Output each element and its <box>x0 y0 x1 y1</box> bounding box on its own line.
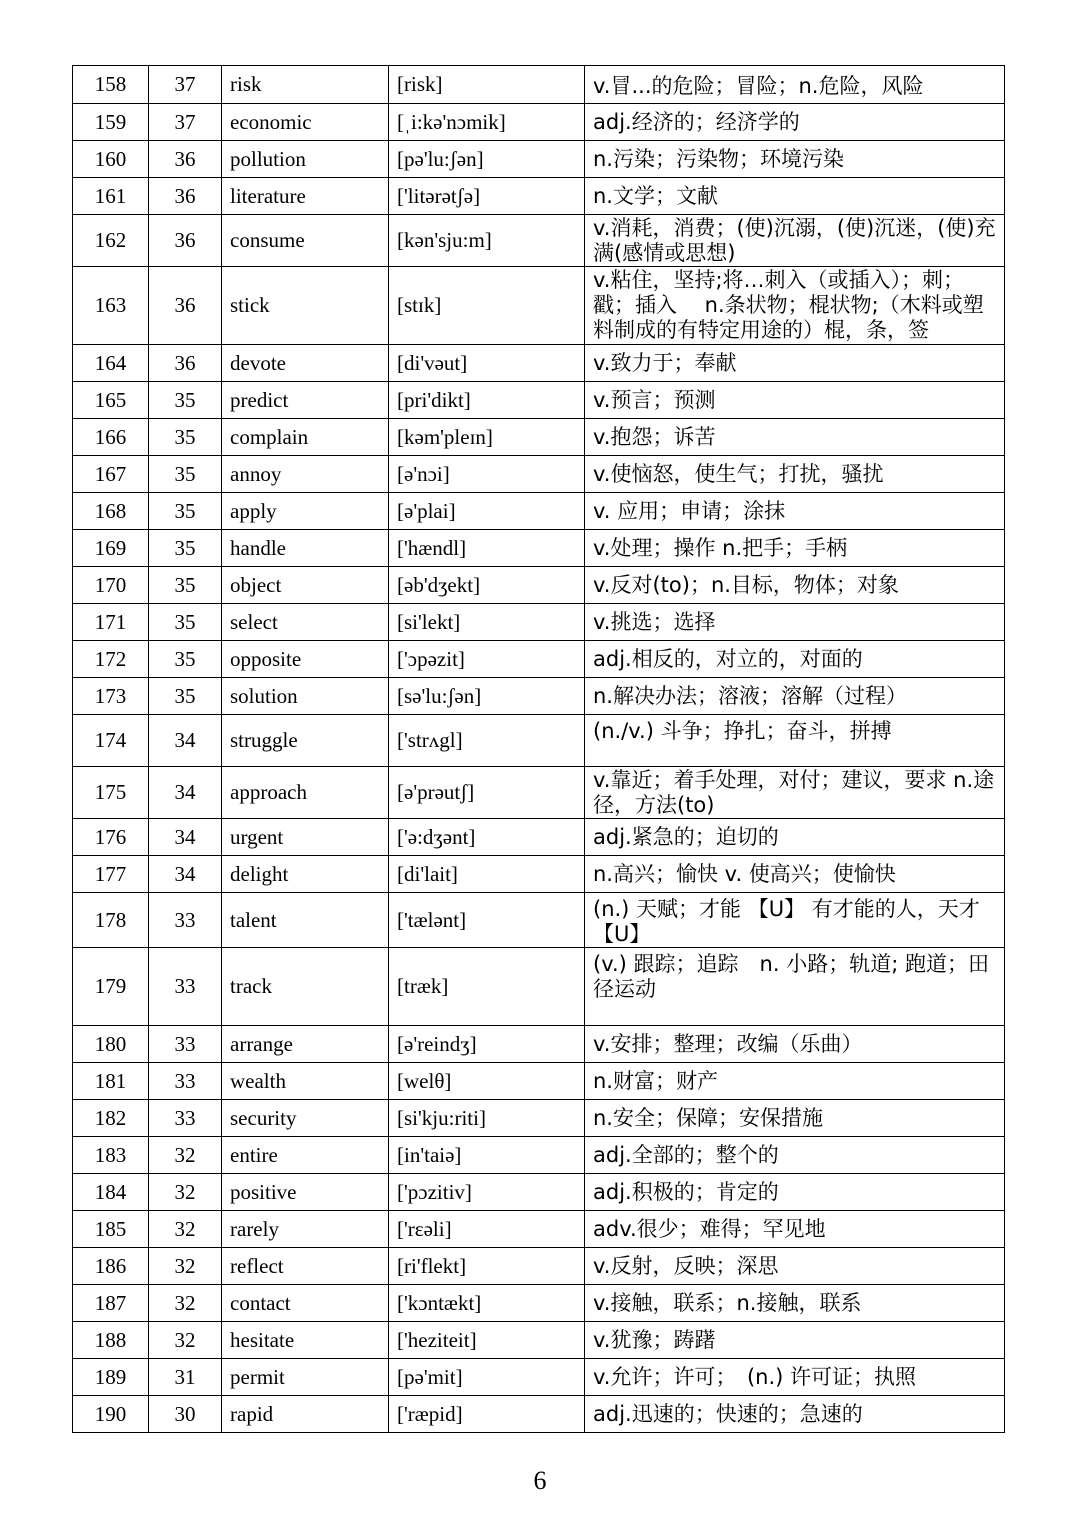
row-number: 168 <box>73 493 149 530</box>
row-number: 184 <box>73 1174 149 1211</box>
table-row <box>73 715 1005 767</box>
frequency-cell: 35 <box>149 641 222 678</box>
table-row <box>73 493 1005 530</box>
word-cell: track <box>222 948 389 1026</box>
table-row <box>73 1396 1005 1433</box>
table-row <box>73 767 1005 819</box>
word-cell: permit <box>222 1359 389 1396</box>
row-number: 179 <box>73 948 149 1026</box>
frequency-cell: 36 <box>149 178 222 215</box>
row-number: 159 <box>73 104 149 141</box>
frequency-cell: 36 <box>149 215 222 267</box>
row-number: 167 <box>73 456 149 493</box>
word-cell: opposite <box>222 641 389 678</box>
table-row <box>73 604 1005 641</box>
frequency-cell: 33 <box>149 948 222 1026</box>
frequency-cell: 37 <box>149 66 222 104</box>
word-cell: predict <box>222 382 389 419</box>
frequency-cell: 34 <box>149 767 222 819</box>
meaning-cell: adj.迅速的；快速的；急速的 <box>585 1396 1005 1433</box>
word-cell: security <box>222 1100 389 1137</box>
row-number: 185 <box>73 1211 149 1248</box>
row-number: 183 <box>73 1137 149 1174</box>
table-row <box>73 678 1005 715</box>
phonetic-cell: ['pɔzitiv] <box>389 1174 585 1211</box>
row-number: 174 <box>73 715 149 767</box>
meaning-cell: adv.很少；难得；罕见地 <box>585 1211 1005 1248</box>
table-row <box>73 856 1005 893</box>
phonetic-cell: ['kɔntækt] <box>389 1285 585 1322</box>
page-number: 6 <box>533 1466 547 1495</box>
frequency-cell: 35 <box>149 419 222 456</box>
table-row <box>73 819 1005 856</box>
table-row <box>73 215 1005 267</box>
meaning-cell: v.处理；操作 n.把手；手柄 <box>585 530 1005 567</box>
row-number: 169 <box>73 530 149 567</box>
word-cell: literature <box>222 178 389 215</box>
frequency-cell: 36 <box>149 267 222 345</box>
word-cell: delight <box>222 856 389 893</box>
word-cell: struggle <box>222 715 389 767</box>
table-row <box>73 1211 1005 1248</box>
frequency-cell: 33 <box>149 893 222 948</box>
phonetic-cell: [si'kju:riti] <box>389 1100 585 1137</box>
word-cell: object <box>222 567 389 604</box>
meaning-cell: v.靠近；着手处理，对付；建议，要求 n.途径，方法(to) <box>585 767 1005 819</box>
phonetic-cell: [træk] <box>389 948 585 1026</box>
meaning-cell: adj.积极的；肯定的 <box>585 1174 1005 1211</box>
phonetic-cell: [pə'lu:ʃən] <box>389 141 585 178</box>
phonetic-cell: [ə'plai] <box>389 493 585 530</box>
frequency-cell: 32 <box>149 1322 222 1359</box>
word-cell: contact <box>222 1285 389 1322</box>
meaning-cell: n.高兴；愉快 v. 使高兴；使愉快 <box>585 856 1005 893</box>
meaning-cell: (n./v.) 斗争；挣扎；奋斗，拼搏 <box>585 715 1005 767</box>
frequency-cell: 34 <box>149 715 222 767</box>
phonetic-cell: [di'lait] <box>389 856 585 893</box>
row-number: 182 <box>73 1100 149 1137</box>
table-row <box>73 104 1005 141</box>
phonetic-cell: [sə'lu:ʃən] <box>389 678 585 715</box>
meaning-cell: adj.经济的；经济学的 <box>585 104 1005 141</box>
meaning-cell: n.财富；财产 <box>585 1063 1005 1100</box>
phonetic-cell: [pri'dikt] <box>389 382 585 419</box>
phonetic-cell: ['hændl] <box>389 530 585 567</box>
frequency-cell: 33 <box>149 1026 222 1063</box>
meaning-cell: v.犹豫；踌躇 <box>585 1322 1005 1359</box>
frequency-cell: 36 <box>149 345 222 382</box>
word-cell: rapid <box>222 1396 389 1433</box>
frequency-cell: 33 <box>149 1063 222 1100</box>
frequency-cell: 31 <box>149 1359 222 1396</box>
phonetic-cell: [di'vəut] <box>389 345 585 382</box>
row-number: 188 <box>73 1322 149 1359</box>
word-cell: hesitate <box>222 1322 389 1359</box>
phonetic-cell: ['ɔpəzit] <box>389 641 585 678</box>
meaning-cell: v.反射，反映；深思 <box>585 1248 1005 1285</box>
table-row <box>73 530 1005 567</box>
row-number: 173 <box>73 678 149 715</box>
vocabulary-table <box>72 65 1005 1433</box>
phonetic-cell: [kəm'pleɪn] <box>389 419 585 456</box>
table-row <box>73 567 1005 604</box>
row-number: 180 <box>73 1026 149 1063</box>
row-number: 161 <box>73 178 149 215</box>
word-cell: complain <box>222 419 389 456</box>
phonetic-cell: [pə'mit] <box>389 1359 585 1396</box>
meaning-cell: v. 应用；申请；涂抹 <box>585 493 1005 530</box>
row-number: 176 <box>73 819 149 856</box>
meaning-cell: v.致力于；奉献 <box>585 345 1005 382</box>
meaning-cell: n.安全；保障；安保措施 <box>585 1100 1005 1137</box>
row-number: 163 <box>73 267 149 345</box>
meaning-cell: v.允许；许可； (n.) 许可证；执照 <box>585 1359 1005 1396</box>
table-row <box>73 1359 1005 1396</box>
meaning-cell: v.预言；预测 <box>585 382 1005 419</box>
word-cell: solution <box>222 678 389 715</box>
phonetic-cell: [welθ] <box>389 1063 585 1100</box>
row-number: 166 <box>73 419 149 456</box>
frequency-cell: 35 <box>149 678 222 715</box>
word-cell: stick <box>222 267 389 345</box>
word-cell: wealth <box>222 1063 389 1100</box>
word-cell: talent <box>222 893 389 948</box>
frequency-cell: 32 <box>149 1211 222 1248</box>
table-row <box>73 66 1005 104</box>
word-cell: positive <box>222 1174 389 1211</box>
vocabulary-table-body <box>73 66 1005 1433</box>
frequency-cell: 37 <box>149 104 222 141</box>
meaning-cell: (n.) 天赋；才能 【U】 有才能的人，天才【U】 <box>585 893 1005 948</box>
word-cell: entire <box>222 1137 389 1174</box>
frequency-cell: 32 <box>149 1248 222 1285</box>
phonetic-cell: [ə'nɔi] <box>389 456 585 493</box>
row-number: 178 <box>73 893 149 948</box>
table-row <box>73 641 1005 678</box>
row-number: 164 <box>73 345 149 382</box>
meaning-cell: v.消耗，消费；(使)沉溺，(使)沉迷，(使)充满(感情或思想) <box>585 215 1005 267</box>
table-row <box>73 456 1005 493</box>
frequency-cell: 35 <box>149 567 222 604</box>
meaning-cell: v.粘住，坚持;将…刺入（或插入）；刺；戳；插入 n.条状物；棍状物;（木料或塑料制成的有特定用途的）棍，条，签 <box>585 267 1005 345</box>
row-number: 181 <box>73 1063 149 1100</box>
word-cell: reflect <box>222 1248 389 1285</box>
table-row <box>73 1322 1005 1359</box>
phonetic-cell: [stɪk] <box>389 267 585 345</box>
row-number: 172 <box>73 641 149 678</box>
frequency-cell: 35 <box>149 382 222 419</box>
meaning-cell: n.文学；文献 <box>585 178 1005 215</box>
word-cell: economic <box>222 104 389 141</box>
phonetic-cell: [ə'reindʒ] <box>389 1026 585 1063</box>
phonetic-cell: [in'taiə] <box>389 1137 585 1174</box>
word-cell: apply <box>222 493 389 530</box>
table-row <box>73 1248 1005 1285</box>
row-number: 187 <box>73 1285 149 1322</box>
table-row <box>73 1137 1005 1174</box>
row-number: 170 <box>73 567 149 604</box>
table-row <box>73 1174 1005 1211</box>
frequency-cell: 30 <box>149 1396 222 1433</box>
meaning-cell: adj.相反的，对立的，对面的 <box>585 641 1005 678</box>
meaning-cell: v.抱怨；诉苦 <box>585 419 1005 456</box>
frequency-cell: 33 <box>149 1100 222 1137</box>
table-row <box>73 1026 1005 1063</box>
frequency-cell: 32 <box>149 1137 222 1174</box>
row-number: 175 <box>73 767 149 819</box>
phonetic-cell: [kən'sju:m] <box>389 215 585 267</box>
meaning-cell: adj.紧急的；迫切的 <box>585 819 1005 856</box>
word-cell: arrange <box>222 1026 389 1063</box>
meaning-cell: (v.) 跟踪；追踪 n. 小路；轨道; 跑道；田径运动 <box>585 948 1005 1026</box>
table-row <box>73 141 1005 178</box>
frequency-cell: 35 <box>149 604 222 641</box>
word-cell: rarely <box>222 1211 389 1248</box>
table-row <box>73 382 1005 419</box>
table-row <box>73 893 1005 948</box>
row-number: 189 <box>73 1359 149 1396</box>
row-number: 186 <box>73 1248 149 1285</box>
word-cell: annoy <box>222 456 389 493</box>
meaning-cell: v.挑选；选择 <box>585 604 1005 641</box>
meaning-cell: v.接触，联系；n.接触，联系 <box>585 1285 1005 1322</box>
word-cell: select <box>222 604 389 641</box>
phonetic-cell: ['ə:dʒənt] <box>389 819 585 856</box>
row-number: 158 <box>73 66 149 104</box>
row-number: 177 <box>73 856 149 893</box>
row-number: 171 <box>73 604 149 641</box>
phonetic-cell: [ri'flekt] <box>389 1248 585 1285</box>
table-row <box>73 1100 1005 1137</box>
word-cell: pollution <box>222 141 389 178</box>
meaning-cell: v.冒...的危险；冒险；n.危险，风险 <box>585 66 1005 104</box>
phonetic-cell: [si'lekt] <box>389 604 585 641</box>
phonetic-cell: [əb'dʒekt] <box>389 567 585 604</box>
row-number: 165 <box>73 382 149 419</box>
word-cell: devote <box>222 345 389 382</box>
table-row <box>73 345 1005 382</box>
table-row <box>73 948 1005 1026</box>
phonetic-cell: ['litərətʃə] <box>389 178 585 215</box>
row-number: 162 <box>73 215 149 267</box>
phonetic-cell: ['heziteit] <box>389 1322 585 1359</box>
table-row <box>73 178 1005 215</box>
word-cell: urgent <box>222 819 389 856</box>
frequency-cell: 35 <box>149 530 222 567</box>
table-row <box>73 267 1005 345</box>
word-cell: consume <box>222 215 389 267</box>
word-cell: approach <box>222 767 389 819</box>
frequency-cell: 32 <box>149 1174 222 1211</box>
phonetic-cell: [ə'prəutʃ] <box>389 767 585 819</box>
frequency-cell: 34 <box>149 856 222 893</box>
phonetic-cell: ['rεəli] <box>389 1211 585 1248</box>
meaning-cell: v.反对(to)；n.目标，物体；对象 <box>585 567 1005 604</box>
word-cell: handle <box>222 530 389 567</box>
word-cell: risk <box>222 66 389 104</box>
row-number: 160 <box>73 141 149 178</box>
table-row <box>73 1285 1005 1322</box>
frequency-cell: 35 <box>149 493 222 530</box>
meaning-cell: n.解决办法；溶液；溶解（过程） <box>585 678 1005 715</box>
meaning-cell: adj.全部的；整个的 <box>585 1137 1005 1174</box>
frequency-cell: 34 <box>149 819 222 856</box>
phonetic-cell: ['tælənt] <box>389 893 585 948</box>
phonetic-cell: ['strʌgl] <box>389 715 585 767</box>
table-row <box>73 1063 1005 1100</box>
row-number: 190 <box>73 1396 149 1433</box>
meaning-cell: v.安排；整理；改编（乐曲） <box>585 1026 1005 1063</box>
frequency-cell: 35 <box>149 456 222 493</box>
phonetic-cell: [risk] <box>389 66 585 104</box>
meaning-cell: n.污染；污染物；环境污染 <box>585 141 1005 178</box>
phonetic-cell: ['ræpid] <box>389 1396 585 1433</box>
table-row <box>73 419 1005 456</box>
frequency-cell: 32 <box>149 1285 222 1322</box>
meaning-cell: v.使恼怒，使生气；打扰，骚扰 <box>585 456 1005 493</box>
phonetic-cell: [ˌi:kə'nɔmik] <box>389 104 585 141</box>
frequency-cell: 36 <box>149 141 222 178</box>
